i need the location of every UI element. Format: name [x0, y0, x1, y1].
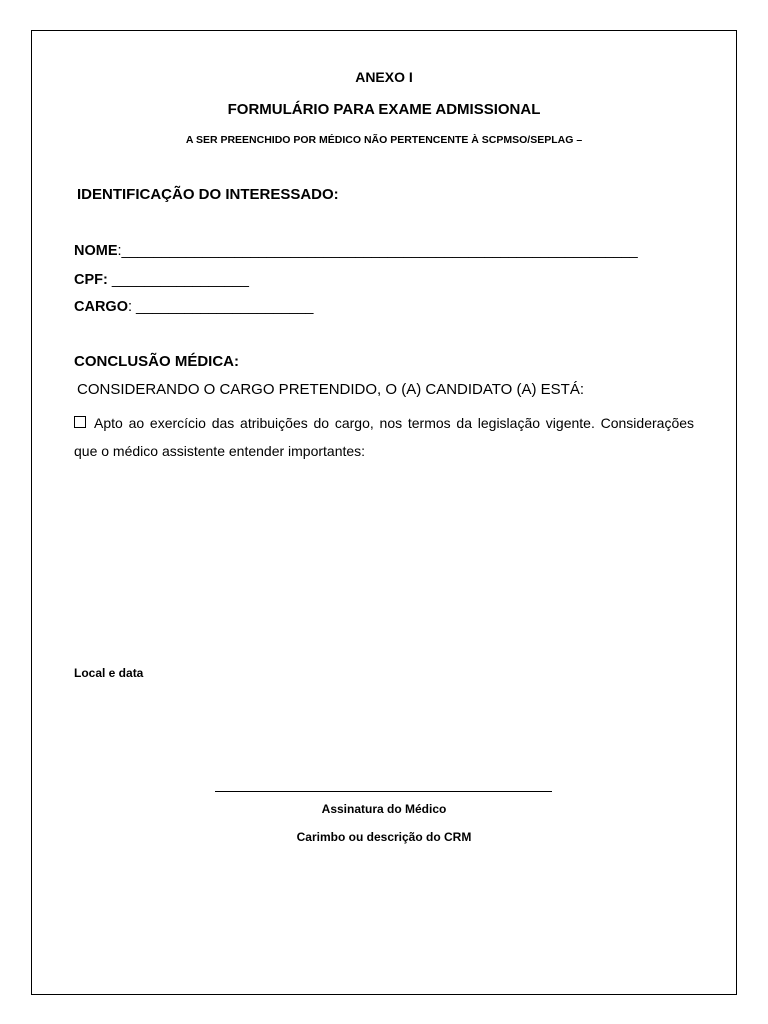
apto-text: Apto ao exercício das atribuições do cargo, nos termos da legislação vigente.: [94, 415, 595, 431]
cargo-blank[interactable]: : ______________________: [127, 299, 314, 315]
annex-title: ANEXO I: [355, 69, 413, 85]
form-subtitle: A SER PREENCHIDO POR MÉDICO NÃO PERTENCENTE À SCPMSO/SEPLAG –: [185, 134, 583, 146]
cpf-field: [74, 272, 249, 288]
considerations-text: Considerações que o médico assistente entender importantes:: [74, 415, 695, 459]
signature-line[interactable]: [215, 791, 552, 792]
nome-label: NOME: [74, 243, 118, 259]
cpf-label: CPF:: [74, 272, 108, 288]
conclusion-paragraph: [74, 409, 694, 465]
local-data-label: Local e data: [74, 666, 144, 680]
identification-heading: IDENTIFICAÇÃO DO INTERESSADO:: [77, 186, 339, 203]
cargo-label: CARGO: [74, 299, 128, 315]
nome-blank[interactable]: :________________________________________________________________: [117, 243, 638, 259]
cpf-blank[interactable]: _________________: [107, 272, 249, 288]
form-title: FORMULÁRIO PARA EXAME ADMISSIONAL: [227, 101, 541, 118]
cargo-field: [74, 299, 313, 315]
conclusion-heading: CONCLUSÃO MÉDICA:: [74, 353, 239, 370]
apto-checkbox[interactable]: [74, 416, 86, 428]
signature-label: Assinatura do Médico: [321, 802, 447, 816]
page-border: [31, 30, 737, 995]
crm-stamp-label: Carimbo ou descrição do CRM: [296, 830, 472, 844]
considering-text: CONSIDERANDO O CARGO PRETENDIDO, O (A) CANDIDATO (A) ESTÁ:: [77, 381, 584, 398]
nome-field: [74, 243, 638, 259]
